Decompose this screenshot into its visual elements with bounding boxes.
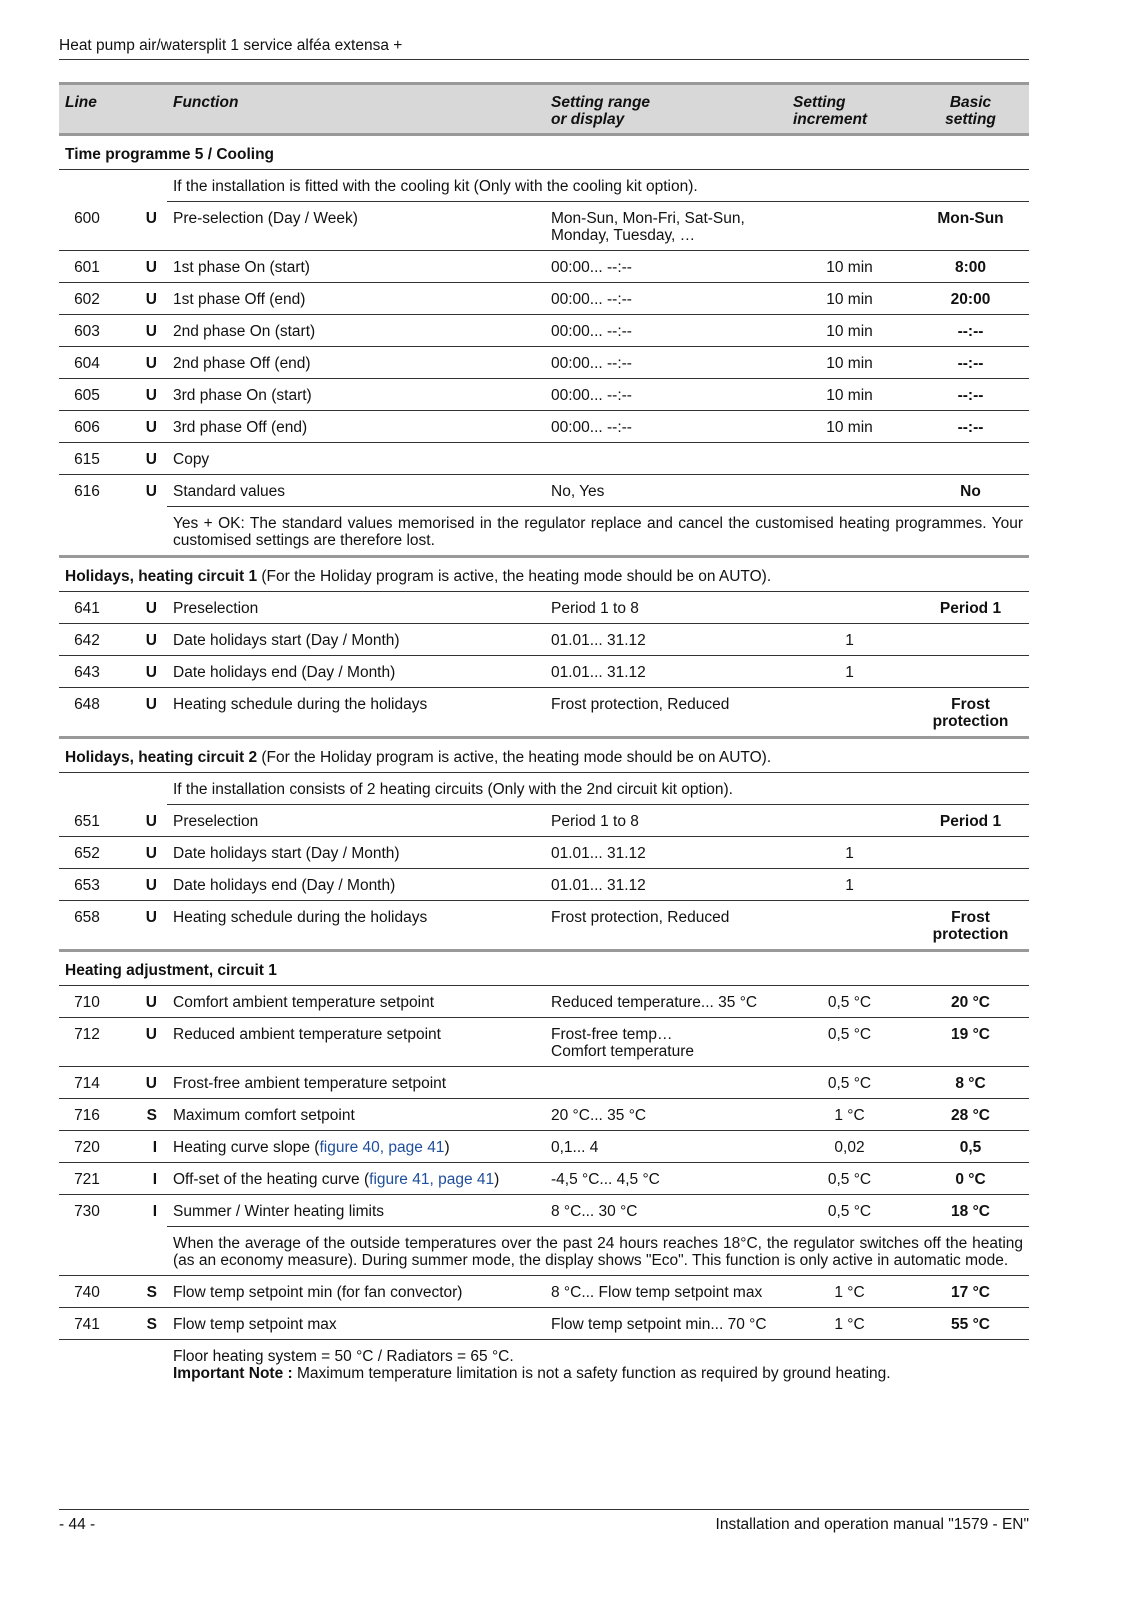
increment-cell: 10 min: [787, 347, 912, 379]
basic-cell: Period 1: [912, 805, 1029, 837]
increment-cell: 10 min: [787, 379, 912, 411]
function-cell: Standard values: [167, 475, 545, 507]
basic-line-2: protection: [932, 713, 1009, 730]
col-header-range: [545, 84, 787, 135]
important-label: Important Note :: [173, 1365, 293, 1382]
section-row: [59, 557, 1029, 592]
line-number: 653: [59, 869, 121, 901]
line-number: 604: [59, 347, 121, 379]
basic-cell: 20:00: [912, 283, 1029, 315]
basic-line-2: protection: [932, 926, 1009, 943]
basic-cell: 8 °C: [912, 1067, 1029, 1099]
note-spacer: [59, 1340, 167, 1389]
range-cell: Frost protection, Reduced: [545, 901, 787, 951]
floor-heating-note: Floor heating system = 50 °C / Radiators = 65 °C.: [173, 1348, 514, 1365]
page-number: - 44 -: [59, 1516, 96, 1533]
range-cell: 00:00... --:--: [545, 379, 787, 411]
function-text: Off-set of the heating curve (: [173, 1171, 370, 1188]
section-title-text: Holidays, heating circuit 1: [65, 568, 258, 585]
function-cell: Preselection: [167, 592, 545, 624]
col-header-range-label-2: or display: [551, 111, 625, 128]
increment-cell: [787, 443, 912, 475]
function-cell: Heating schedule during the holidays: [167, 688, 545, 738]
line-number: 652: [59, 837, 121, 869]
range-cell: [545, 443, 787, 475]
basic-cell: 17 °C: [912, 1276, 1029, 1308]
line-number: 716: [59, 1099, 121, 1131]
note-text: If the installation consists of 2 heating circuits (Only with the 2nd circuit kit option).: [167, 773, 1029, 805]
function-cell: Date holidays end (Day / Month): [167, 869, 545, 901]
col-header-basic: [912, 84, 1029, 135]
document-footer: [59, 1509, 1029, 1534]
increment-cell: 1: [787, 656, 912, 688]
section-row: [59, 135, 1029, 170]
access-level: U: [121, 869, 167, 901]
table-row: [59, 315, 1029, 347]
increment-cell: 10 min: [787, 251, 912, 283]
access-level: U: [121, 1018, 167, 1067]
function-cell: Maximum comfort setpoint: [167, 1099, 545, 1131]
access-level: U: [121, 1067, 167, 1099]
basic-cell: Period 1: [912, 592, 1029, 624]
section-note-text: (For the Holiday program is active, the heating mode should be on AUTO).: [257, 568, 772, 585]
col-header-increment-label-1: Setting: [793, 94, 846, 111]
section-title: [59, 738, 1029, 773]
table-row: [59, 411, 1029, 443]
line-number: 616: [74, 483, 100, 500]
table-row: [59, 1067, 1029, 1099]
note-spacer: [59, 773, 167, 805]
range-line-1: Frost-free temp…: [551, 1026, 673, 1043]
increment-cell: 0,5 °C: [787, 1018, 912, 1067]
table-row: [59, 986, 1029, 1018]
line-number: 712: [59, 1018, 121, 1067]
function-cell: 1st phase On (start): [167, 251, 545, 283]
function-cell: Comfort ambient temperature setpoint: [167, 986, 545, 1018]
access-level: U: [121, 411, 167, 443]
basic-cell: [912, 656, 1029, 688]
range-cell: Flow temp setpoint min... 70 °C: [545, 1308, 787, 1340]
increment-cell: 1: [787, 624, 912, 656]
table-row: [59, 1018, 1029, 1067]
increment-cell: [787, 475, 912, 507]
function-cell: 2nd phase Off (end): [167, 347, 545, 379]
table-row: [59, 688, 1029, 738]
table-row: [59, 379, 1029, 411]
increment-cell: 1: [787, 869, 912, 901]
access-level: U: [121, 202, 167, 251]
line-number: 658: [59, 901, 121, 951]
table-row: [59, 837, 1029, 869]
access-level: S: [121, 1276, 167, 1308]
line-number: 740: [59, 1276, 121, 1308]
access-level: U: [121, 251, 167, 283]
range-cell: [545, 1018, 787, 1067]
range-cell: Reduced temperature... 35 °C: [545, 986, 787, 1018]
function-cell: Flow temp setpoint max: [167, 1308, 545, 1340]
range-cell: -4,5 °C... 4,5 °C: [545, 1163, 787, 1195]
range-cell: 01.01... 31.12: [545, 837, 787, 869]
note-spacer: [59, 507, 167, 557]
range-cell: Frost protection, Reduced: [545, 688, 787, 738]
section-title: Heating adjustment, circuit 1: [59, 951, 1029, 986]
basic-cell: --:--: [912, 379, 1029, 411]
line-number: 605: [59, 379, 121, 411]
basic-cell: 0 °C: [912, 1163, 1029, 1195]
section-title: [59, 557, 1029, 592]
increment-cell: 0,5 °C: [787, 986, 912, 1018]
basic-cell: --:--: [912, 411, 1029, 443]
function-cell: Flow temp setpoint min (for fan convector): [167, 1276, 545, 1308]
access-level: S: [121, 1099, 167, 1131]
line-number: 601: [59, 251, 121, 283]
line-number: 648: [59, 688, 121, 738]
range-cell: 00:00... --:--: [545, 251, 787, 283]
line-number: 651: [59, 805, 121, 837]
range-cell: 00:00... --:--: [545, 411, 787, 443]
basic-cell: 0,5: [912, 1131, 1029, 1163]
table-row: [59, 1099, 1029, 1131]
basic-line-1: Frost: [951, 909, 990, 926]
line-number: 641: [59, 592, 121, 624]
line-number: 730: [74, 1203, 100, 1220]
line-number: 720: [59, 1131, 121, 1163]
basic-cell: [912, 901, 1029, 951]
access-level: U: [121, 837, 167, 869]
function-cell: [167, 1163, 545, 1195]
table-header-row: [59, 84, 1029, 135]
access-level: U: [121, 592, 167, 624]
access-level: U: [121, 379, 167, 411]
table-row: [59, 624, 1029, 656]
range-cell: 01.01... 31.12: [545, 656, 787, 688]
table-row: [59, 656, 1029, 688]
access-level: I: [152, 1203, 157, 1220]
col-header-function: [167, 84, 545, 135]
function-cell: Heating schedule during the holidays: [167, 901, 545, 951]
increment-cell: [787, 592, 912, 624]
note-text: Yes + OK: The standard values memorised in the regulator replace and cancel the customised heating programmes. Your customised settings are therefore lost.: [167, 507, 1029, 557]
range-cell: 01.01... 31.12: [545, 624, 787, 656]
note-spacer: [59, 1227, 167, 1276]
range-cell: Period 1 to 8: [545, 592, 787, 624]
table-row: [59, 901, 1029, 951]
line-number: 600: [59, 202, 121, 251]
line-number: 741: [59, 1308, 121, 1340]
range-cell: 01.01... 31.12: [545, 869, 787, 901]
increment-cell: [787, 805, 912, 837]
basic-cell: 19 °C: [912, 1018, 1029, 1067]
table-row: [59, 1131, 1029, 1163]
section-row: [59, 738, 1029, 773]
range-cell: 00:00... --:--: [545, 347, 787, 379]
basic-cell: [912, 869, 1029, 901]
basic-cell: [912, 624, 1029, 656]
function-cell: Date holidays start (Day / Month): [167, 624, 545, 656]
col-header-increment: [787, 84, 912, 135]
col-header-range-label-1: Setting range: [551, 94, 651, 111]
increment-cell: 10 min: [787, 411, 912, 443]
table-row: [59, 251, 1029, 283]
access-level: U: [145, 483, 157, 500]
note-row: [59, 773, 1029, 805]
increment-cell: 1: [787, 837, 912, 869]
table-row: [59, 592, 1029, 624]
line-number: 642: [59, 624, 121, 656]
settings-table: [59, 82, 1029, 1388]
access-level: U: [121, 347, 167, 379]
table-row: [59, 475, 1029, 507]
increment-cell: 0,5 °C: [787, 1067, 912, 1099]
access-level: U: [121, 986, 167, 1018]
note-row: [59, 507, 1029, 557]
function-cell: 3rd phase On (start): [167, 379, 545, 411]
range-cell: Period 1 to 8: [545, 805, 787, 837]
increment-cell: [787, 901, 912, 951]
figure-link[interactable]: figure 41, page 41: [369, 1171, 495, 1188]
basic-cell: [912, 443, 1029, 475]
range-cell: No, Yes: [545, 475, 787, 507]
important-text: Maximum temperature limitation is not a safety function as required by ground heating.: [292, 1365, 891, 1382]
table-row: [59, 1195, 1029, 1227]
note-row: [59, 1227, 1029, 1276]
increment-cell: 10 min: [787, 315, 912, 347]
basic-cell: [912, 688, 1029, 738]
note-text: When the average of the outside temperatures over the past 24 hours reaches 18°C, the regulator switches off the heating (as an economy measure). During summer mode, the display shows "Eco". This function is only active in automatic mode.: [167, 1227, 1029, 1276]
access-level: U: [121, 315, 167, 347]
access-level: U: [121, 688, 167, 738]
basic-cell: --:--: [912, 347, 1029, 379]
col-header-level: [121, 84, 167, 135]
access-level: S: [121, 1308, 167, 1340]
line-number: 615: [59, 443, 121, 475]
increment-cell: 1 °C: [787, 1276, 912, 1308]
access-level: U: [121, 656, 167, 688]
col-header-increment-label-2: increment: [793, 111, 868, 128]
note-text: [167, 1340, 1029, 1389]
access-level: U: [121, 901, 167, 951]
increment-cell: 0,5 °C: [787, 1163, 912, 1195]
figure-link[interactable]: figure 40, page 41: [319, 1139, 445, 1156]
increment-cell: 0,02: [787, 1131, 912, 1163]
line-number: 721: [59, 1163, 121, 1195]
function-cell: Pre-selection (Day / Week): [167, 202, 545, 251]
range-cell: 8 °C... Flow temp setpoint max: [545, 1276, 787, 1308]
col-header-line-label: Line: [65, 94, 97, 111]
line-number: 643: [59, 656, 121, 688]
basic-cell: --:--: [912, 315, 1029, 347]
table-row: [59, 443, 1029, 475]
section-title-text: Holidays, heating circuit 2: [65, 749, 258, 766]
increment-cell: [787, 688, 912, 738]
function-cell: Frost-free ambient temperature setpoint: [167, 1067, 545, 1099]
function-cell: 1st phase Off (end): [167, 283, 545, 315]
basic-cell: 55 °C: [912, 1308, 1029, 1340]
access-level: I: [121, 1131, 167, 1163]
range-cell: [545, 202, 787, 251]
section-row: [59, 951, 1029, 986]
function-text-end: ): [494, 1171, 500, 1188]
increment-cell: 10 min: [787, 283, 912, 315]
range-cell: 0,1... 4: [545, 1131, 787, 1163]
note-row: [59, 170, 1029, 202]
access-level: U: [121, 805, 167, 837]
basic-line-1: Frost: [951, 696, 990, 713]
access-level: U: [121, 443, 167, 475]
section-title: Time programme 5 / Cooling: [59, 135, 1029, 170]
table-row: [59, 805, 1029, 837]
range-cell: [545, 1067, 787, 1099]
table-row: [59, 1308, 1029, 1340]
function-cell: 2nd phase On (start): [167, 315, 545, 347]
line-number: 606: [59, 411, 121, 443]
basic-cell: Mon-Sun: [912, 202, 1029, 251]
note-row: [59, 1340, 1029, 1389]
document-header: [59, 37, 1029, 60]
table-row: [59, 869, 1029, 901]
basic-cell: [912, 837, 1029, 869]
range-cell: 8 °C... 30 °C: [545, 1195, 787, 1227]
basic-cell: 28 °C: [912, 1099, 1029, 1131]
section-note-text: (For the Holiday program is active, the heating mode should be on AUTO).: [257, 749, 772, 766]
increment-cell: 0,5 °C: [787, 1195, 912, 1227]
note-spacer: [59, 170, 167, 202]
line-number: 714: [59, 1067, 121, 1099]
function-cell: Preselection: [167, 805, 545, 837]
note-text: If the installation is fitted with the cooling kit (Only with the cooling kit option).: [167, 170, 1029, 202]
range-line-1: Mon-Sun, Mon-Fri, Sat-Sun,: [551, 210, 745, 227]
function-text: Heating curve slope (: [173, 1139, 320, 1156]
table-row: [59, 283, 1029, 315]
basic-cell: No: [912, 475, 1029, 507]
col-header-line: [59, 84, 121, 135]
range-cell: 00:00... --:--: [545, 315, 787, 347]
table-row: [59, 347, 1029, 379]
access-level: U: [121, 624, 167, 656]
manual-reference: Installation and operation manual "1579 - EN": [715, 1516, 1029, 1533]
increment-cell: 1 °C: [787, 1308, 912, 1340]
col-header-basic-label-2: setting: [945, 111, 996, 128]
range-line-2: Monday, Tuesday, …: [551, 227, 696, 244]
function-cell: Date holidays end (Day / Month): [167, 656, 545, 688]
basic-cell: 18 °C: [912, 1195, 1029, 1227]
basic-cell: 20 °C: [912, 986, 1029, 1018]
table-row: [59, 1163, 1029, 1195]
basic-cell: 8:00: [912, 251, 1029, 283]
line-number: 602: [59, 283, 121, 315]
range-line-2: Comfort temperature: [551, 1043, 694, 1060]
function-cell: Date holidays start (Day / Month): [167, 837, 545, 869]
function-cell: [167, 1131, 545, 1163]
function-cell: Reduced ambient temperature setpoint: [167, 1018, 545, 1067]
col-header-function-label: Function: [173, 94, 239, 111]
table-row: [59, 202, 1029, 251]
range-cell: 20 °C... 35 °C: [545, 1099, 787, 1131]
increment-cell: 1 °C: [787, 1099, 912, 1131]
increment-cell: [787, 202, 912, 251]
function-cell: Copy: [167, 443, 545, 475]
line-number: 603: [59, 315, 121, 347]
table-row: [59, 1276, 1029, 1308]
access-level: I: [121, 1163, 167, 1195]
col-header-basic-label-1: Basic: [949, 94, 992, 111]
line-number: 710: [59, 986, 121, 1018]
range-cell: 00:00... --:--: [545, 283, 787, 315]
document-title: Heat pump air/watersplit 1 service alféa extensa +: [59, 37, 403, 54]
function-text-end: ): [444, 1139, 450, 1156]
function-cell: 3rd phase Off (end): [167, 411, 545, 443]
access-level: U: [121, 283, 167, 315]
function-cell: Summer / Winter heating limits: [167, 1195, 545, 1227]
